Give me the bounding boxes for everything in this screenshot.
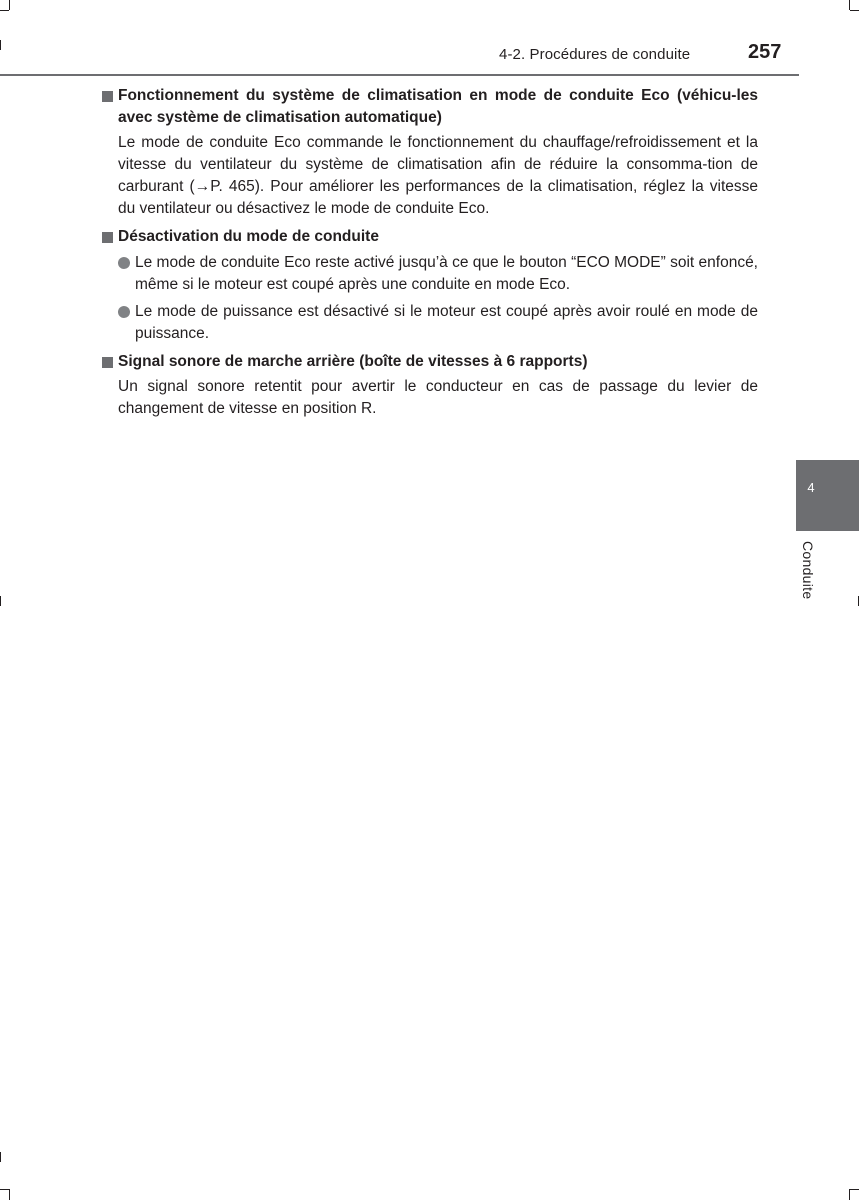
crop-mark <box>0 1152 1 1162</box>
chapter-number: 4 <box>807 480 815 495</box>
list-item-text: Le mode de puissance est désactivé si le moteur est coupé après avoir roulé en mode de puissance. <box>135 303 758 342</box>
list-item <box>102 301 758 345</box>
section-heading <box>102 351 758 373</box>
crop-mark <box>9 1189 10 1200</box>
crop-mark <box>849 0 850 10</box>
square-bullet-icon <box>102 91 113 102</box>
chapter-tab <box>796 460 859 531</box>
crop-mark <box>0 10 9 11</box>
square-bullet-icon <box>102 232 113 243</box>
circle-bullet-icon <box>118 306 130 318</box>
crop-mark <box>850 10 859 11</box>
crop-mark <box>0 1189 9 1190</box>
crop-mark <box>850 1189 859 1190</box>
section-title: 4-2. Procédures de conduite <box>499 46 691 63</box>
page-number: 257 <box>748 41 782 63</box>
crop-mark <box>0 596 1 606</box>
section-heading-text: Fonctionnement du système de climatisation en mode de conduite Eco (véhicu-les avec système de climatisation automatique) <box>118 87 758 126</box>
crop-mark <box>9 0 10 10</box>
section-heading-text: Signal sonore de marche arrière (boîte de vitesses à 6 rapports) <box>118 353 588 370</box>
section-heading <box>102 85 758 129</box>
section-desactivation <box>102 226 758 345</box>
square-bullet-icon <box>102 357 113 368</box>
page-content <box>102 85 758 426</box>
crop-mark <box>849 1189 850 1200</box>
section-heading-text: Désactivation du mode de conduite <box>118 228 379 245</box>
circle-bullet-icon <box>118 257 130 269</box>
section-body: Un signal sonore retentit pour avertir le conducteur en cas de passage du levier de changement de vitesse en position R. <box>118 378 758 417</box>
section-body: Le mode de conduite Eco commande le fonctionnement du chauffage/refroidissement et la vitesse du ventilateur du système de climatisation afin de réduire la consomma-tion de carburant (→P. 465). Pour améliorer les performances de la climatisation, réglez la vitesse du ventilateur ou désactivez le mode de conduite Eco. <box>118 134 758 217</box>
crop-mark <box>0 40 1 50</box>
list-item <box>102 252 758 296</box>
section-climatisation-eco <box>102 85 758 220</box>
section-signal-sonore <box>102 351 758 420</box>
header-rule <box>0 74 799 76</box>
chapter-label: Conduite <box>800 541 816 600</box>
section-heading <box>102 226 758 248</box>
list-item-text: Le mode de conduite Eco reste activé jusqu’à ce que le bouton “ECO MODE” soit enfoncé, même si le moteur est coupé après une conduite en mode Eco. <box>135 254 758 293</box>
